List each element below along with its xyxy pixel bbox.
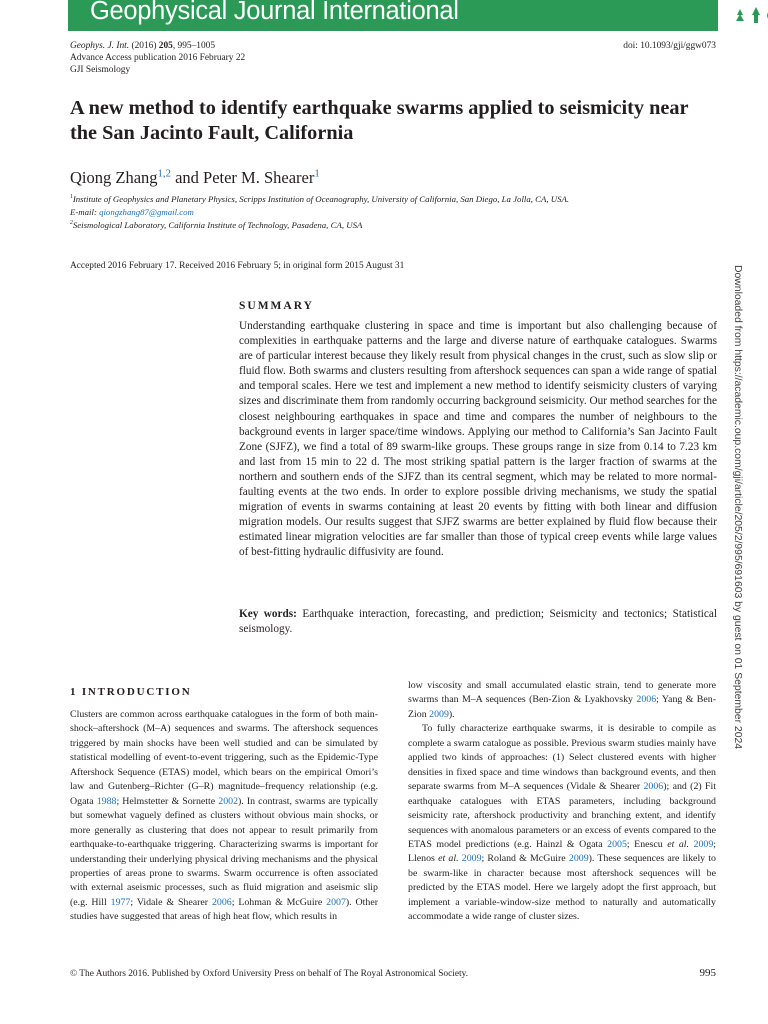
affiliation-1 — [70, 194, 569, 205]
author-1-affiliation-ref[interactable]: 1,2 — [157, 167, 171, 180]
body-text: ). These sequences are likely to be swarm-like in character because most aftershock sequences will be predicted by the ETAS model. Here we largely adopt the first approach, but implement a variable-window-size method to naturally and automatically accommodate a wide range of cluster sizes. — [408, 853, 716, 923]
affiliation-1-number: 1 — [70, 194, 73, 201]
email-label: E-mail: — [70, 207, 100, 217]
citation-link[interactable]: 2002 — [218, 795, 238, 807]
citation-line — [70, 40, 215, 52]
body-text: ; Enescu — [626, 838, 668, 850]
body-text: Clusters are common across earthquake catalogues in the form of both main-shock–aftershock (M–A) sequences and swarms. The aftershock sequences triggered by main shocks have been well studied and can be simulated by statistical modelling of event-to-event triggering, such as the Epidemic-Type Aftershock Sequence (ETAS) model, which bears on the empirical Omori’s law and Gutenberg–Richter (G–R) magnitude–frequency relationship (e.g. Ogata — [70, 709, 378, 807]
journal-abbrev: Geophys. J. Int. — [70, 41, 130, 51]
author-and: and — [170, 168, 204, 187]
download-watermark-text: Downloaded from https://academic.oup.com/gji/article/205/2/995/691603 by guest on 01 September 2024 — [732, 265, 743, 750]
intro-left-column — [70, 708, 378, 925]
doi-link[interactable]: doi: 10.1093/gji/ggw073 — [623, 41, 716, 51]
citation-pages: , 995–1005 — [172, 41, 216, 51]
body-text: ). Other studies have suggested that areas of high heat flow, which results in — [70, 896, 378, 923]
affiliation-2-text: Seismological Laboratory, California Institute of Technology, Pasadena, CA, USA — [72, 220, 363, 230]
citation-link[interactable]: 2006 — [211, 896, 232, 908]
author-2[interactable]: Peter M. Shearer — [203, 168, 315, 187]
advance-access: Advance Access publication 2016 February 22 — [70, 53, 246, 63]
section-label: GJI Seismology — [70, 65, 131, 75]
download-watermark — [731, 265, 751, 765]
body-text: ; Lohman & McGuire — [231, 896, 327, 908]
keywords-label: Key words: — [239, 608, 297, 620]
intro-right-column — [408, 679, 716, 925]
body-text: ; Llenos — [408, 838, 716, 865]
body-text: ; Vidale & Shearer — [130, 896, 212, 908]
citation-link[interactable]: 2006 — [636, 694, 657, 706]
citation-volume: 205 — [158, 41, 173, 51]
paragraph — [408, 679, 716, 722]
citation-link[interactable]: 1977 — [110, 896, 131, 908]
affiliation-2-number: 2 — [70, 220, 73, 227]
article-title: A new method to identify earthquake swarms applied to seismicity near the San Jacinto Fault, California — [70, 97, 689, 144]
affiliation-1-text: Institute of Geophysics and Planetary Physics, Scripps Institution of Oceanography, University of California, San Diego, La Jolla, CA, USA. — [72, 194, 570, 204]
body-text-italic: et al. — [438, 853, 459, 865]
journal-banner — [68, 0, 718, 31]
author-2-affiliation-ref[interactable]: 1 — [314, 167, 320, 180]
paragraph — [408, 722, 716, 924]
journal-name[interactable]: Geophysical Journal International — [90, 0, 459, 25]
author-1[interactable]: Qiong Zhang — [70, 168, 158, 187]
authors-line — [70, 168, 320, 188]
citation-link[interactable]: 2009 — [568, 853, 589, 865]
summary-text: Understanding earthquake clustering in space and time is important but also challenging because of complexities in earthquake patterns and the large and diverse nature of earthquake catalogues. Swarms are of particular interest because they likely result from physical changes in the crust, such as slow slip or fluid flow. Both swarms and clusters resulting from aftershock sequences can span a wide range of spatial and temporal scales. Here we test and implement a new method to identify seismicity clusters of varying sizes and discriminate them from randomly occurring background seismicity. Our method searches for the closest neighbouring earthquakes in space and time and compares the number of neighbours to the background events in larger space/time windows. Applying our method to California’s San Jacinto Fault Zone (SJFZ), we find a total of 89 swarm-like groups. These groups range in size from 0.14 to 7.23 km and last from 15 min to 22 d. The most striking spatial pattern is the larger fraction of swarms at the northern and southern ends of the SJFZ than its central segment, which may be related to more normal-faulting events at the two ends. In order to explore possible driving mechanisms, we study the spatial migration of events in swarms containing at least 20 events by fitting with both linear and diffusion migration models. Our results suggest that SJFZ swarms are better explained by fluid flow because their estimated linear migration velocities are far smaller than those of typical creep events while large values of best-fitting hydraulic diffusivity are found. — [239, 320, 717, 559]
citation-link[interactable]: 2009 — [429, 708, 449, 720]
citation-year: (2016) — [131, 41, 157, 51]
body-text: ). — [448, 708, 455, 720]
citation-link[interactable]: 2005 — [607, 838, 627, 850]
summary-heading: SUMMARY — [239, 300, 314, 312]
body-text: ; Roland & McGuire — [481, 853, 569, 865]
body-text: ; Helmstetter & Sornette — [116, 795, 219, 807]
body-text: ); and (2) Fit earthquake catalogues with ETAS parameters, including background seismicity rate, aftershock productivity and branching extent, and identify sequences with anomalous parameters or an excess of events compared to the ETAS model predictions (e.g. Hainzl & Ogata — [408, 781, 716, 850]
keywords-text: Earthquake interaction, forecasting, and prediction; Seismicity and tectonics; Statistical seismology. — [239, 608, 717, 636]
affiliation-2 — [70, 220, 362, 231]
citation-link[interactable]: 2009 — [693, 838, 714, 850]
email-line — [70, 207, 194, 218]
email-link[interactable]: qiongzhang87@gmail.com — [99, 207, 194, 217]
body-text: ; Yang & Ben-Zion — [408, 694, 716, 720]
citation-link[interactable]: 2007 — [326, 896, 346, 908]
body-text-italic: et al. — [667, 838, 689, 850]
society-logo-icon — [732, 3, 768, 27]
citation-link[interactable]: 2009 — [461, 853, 482, 865]
body-text: ). In contrast, swarms are typically but somewhat vaguely defined as clusters without obvious main shocks, or more generally as clustering that does not appear to result primarily from earthquake-to-earthquake triggering. Characterizing swarms is important for understanding their underlying physical driving mechanisms and the physical properties of areas prone to swarms. Swarm occurrence is often associated with external aseismic processes, such as fluid migration and aseismic slip (e.g. Hill — [70, 795, 378, 908]
keywords — [239, 607, 717, 637]
copyright-notice: © The Authors 2016. Published by Oxford University Press on behalf of The Royal Astronomical Society. — [70, 969, 469, 979]
body-text: To fully characterize earthquake swarms, it is desirable to compile as complete a swarm catalogue as possible. Previous swarm studies mainly have applied two kinds of approaches: (1) Select clustered events with higher densities in fixed space and time windows than background events, and then separate swarms from M–A sequences (Vidale & Shearer — [408, 723, 716, 793]
section-heading-introduction: 1 INTRODUCTION — [70, 686, 192, 698]
page-number: 995 — [699, 967, 716, 979]
citation-link[interactable]: 2006 — [643, 781, 664, 793]
publication-dates: Accepted 2016 February 17. Received 2016 February 5; in original form 2015 August 31 — [70, 261, 405, 271]
citation-link[interactable]: 1988 — [96, 795, 117, 807]
body-text: low viscosity and small accumulated elastic strain, tend to generate more swarms than M–A sequences (Ben-Zion & Lyakhovsky — [408, 680, 716, 706]
